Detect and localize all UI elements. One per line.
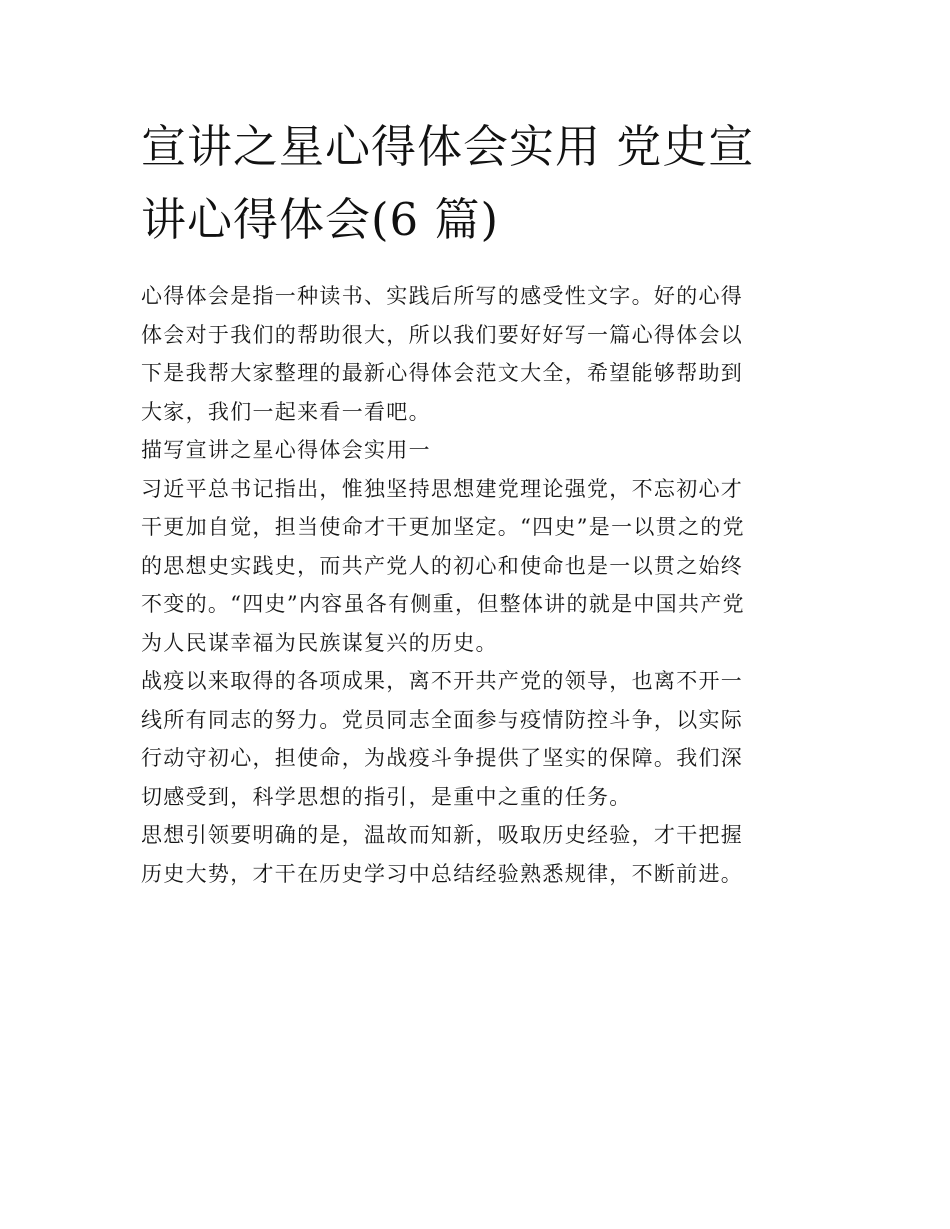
paragraph-2 [141, 662, 813, 816]
paragraph-line: 战疫以来取得的各项成果，离不开共产党的领导，也离不开一 [141, 669, 744, 693]
document-body [141, 277, 813, 893]
paragraph-line: 切感受到，科学思想的指引，是重中之重的任务。 [141, 784, 632, 809]
paragraph-line: 线所有同志的努力。党员同志全面参与疫情防控斗争，以实际 [141, 707, 744, 732]
paragraph-line: 历史大势，才干在历史学习中总结经验熟悉规律，不断前进。 [141, 861, 744, 886]
paragraph-3 [141, 816, 813, 893]
intro-line: 心得体会是指一种读书、实践后所写的感受性文字。好的心得 [141, 284, 744, 308]
paragraph-line: 干更加自觉，担当使命才干更加坚定。“四史”是一以贯之的党 [141, 515, 745, 539]
title-line-1: 宣讲之星心得体会实用 党史宣 [141, 120, 755, 173]
document-title [141, 110, 813, 256]
section-heading: 描写宣讲之星心得体会实用一 [141, 438, 431, 462]
paragraph-line: 的思想史实践史，而共产党人的初心和使命也是一以贯之始终 [141, 553, 744, 578]
paragraph-line: 思想引领要明确的是，温故而知新，吸取历史经验，才干把握 [141, 823, 744, 847]
intro-line: 体会对于我们的帮助很大，所以我们要好好写一篇心得体会以 [141, 322, 744, 347]
intro-paragraph [141, 277, 813, 431]
paragraph-line: 行动守初心，担使命，为战疫斗争提供了坚实的保障。我们深 [141, 746, 744, 770]
paragraph-line: 习近平总书记指出，惟独坚持思想建党理论强党，不忘初心才 [141, 476, 744, 501]
paragraph-line: 不变的。“四史”内容虽各有侧重，但整体讲的就是中国共产党 [141, 592, 745, 616]
title-line-2: 讲心得体会(6 篇) [141, 193, 500, 246]
paragraph-1 [141, 470, 813, 663]
paragraph-line: 为人民谋幸福为民族谋复兴的历史。 [141, 630, 498, 655]
intro-line: 大家，我们一起来看一看吧。 [141, 399, 431, 424]
document-page [141, 110, 813, 893]
intro-line: 下是我帮大家整理的最新心得体会范文大全，希望能够帮助到 [141, 361, 744, 385]
